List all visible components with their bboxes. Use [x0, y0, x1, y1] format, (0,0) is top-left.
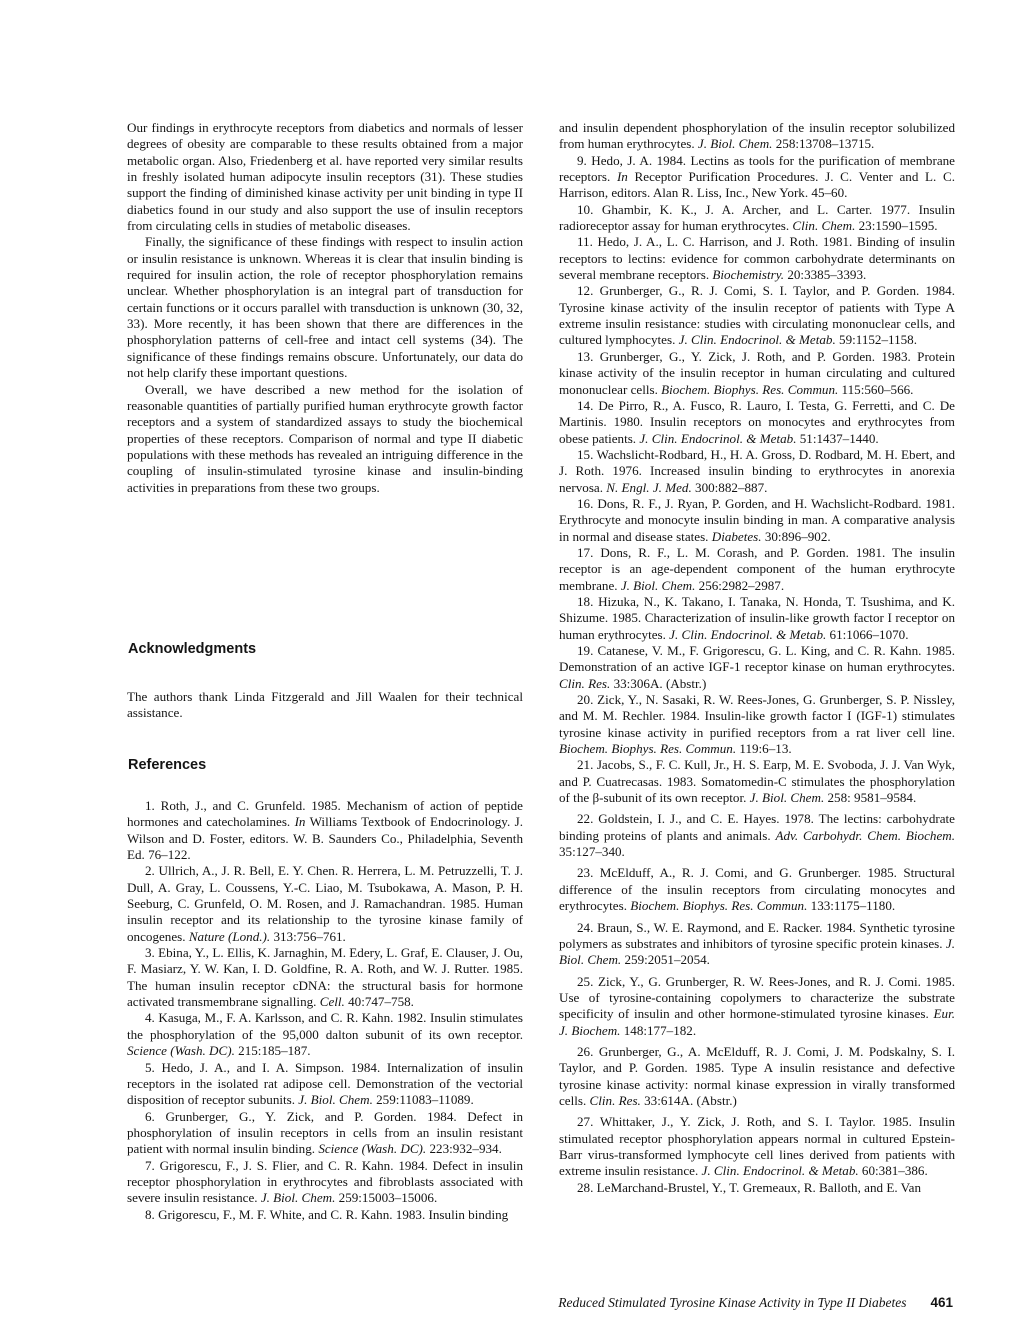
- reference-item: [127, 798, 523, 863]
- reference-text: 19. Catanese, V. M., F. Grigorescu, G. L. King, and C. R. Kahn. 1985. Demonstration of an active IGF-1 receptor kinase on human erythrocytes.: [559, 643, 955, 675]
- body-paragraph: Finally, the significance of these findings with respect to insulin action or insulin resistance is unknown. Whereas it is clear that insulin binding is required for insulin action, the role of receptor phosphorylation remains unclear. Whether phosphorylation is an integral part of transduction for certain functions or it occurs parallel with transduction is unknown (30, 32, 33). More recently, it has been shown that there are differences in the phosphorylation patterns of cell-free and intact cell systems (34). The significance of these findings remains obscure. Unfortunately, our data do not help clarify these important questions.: [127, 234, 523, 381]
- running-title: Reduced Stimulated Tyrosine Kinase Activity in Type II Diabetes: [558, 1295, 907, 1310]
- reference-text: and insulin dependent phosphorylation of the insulin receptor solubilized from human erythrocytes.: [559, 120, 955, 152]
- reference-item: [127, 1109, 523, 1158]
- reference-text: 40:747–758.: [344, 994, 414, 1010]
- reference-text: 223:932–934.: [426, 1141, 502, 1157]
- reference-item: [559, 202, 955, 235]
- references-list-left: [127, 798, 523, 1223]
- reference-text: 21. Jacobs, S., F. C. Kull, Jr., H. S. Earp, M. E. Svoboda, J. J. Van Wyk, and P. Cuatrecasas. 1983. Somatomedin-C stimulates the phosphorylation of the β-subunit of its own receptor.: [559, 757, 955, 806]
- reference-source: Clin. Chem.: [792, 218, 856, 234]
- reference-item: [559, 974, 955, 1039]
- reference-source: J. Clin. Endocrinol. & Metab.: [678, 332, 836, 348]
- acknowledgments-heading: Acknowledgments: [128, 641, 257, 657]
- reference-source: J. Biol. Chem.: [298, 1092, 373, 1108]
- reference-item: [559, 398, 955, 447]
- reference-item: [559, 757, 955, 806]
- reference-text: 12. Grunberger, G., R. J. Comi, S. I. Taylor, and P. Gorden. 1984. Tyrosine kinase activity of the insulin receptor of patients with Type A extreme insulin resistance: studies with circulating mononuclear cells, and cultured lymphocytes.: [559, 283, 955, 348]
- reference-text: Williams Textbook of Endocrinology. J. Wilson and D. Foster, editors. W. B. Saunders Co., Philadelphia, Seventh Ed. 76–122.: [127, 814, 523, 863]
- reference-text: 20:3385–3393.: [784, 267, 867, 283]
- reference-item: [559, 283, 955, 348]
- reference-source: In: [294, 814, 306, 830]
- reference-text: 2. Ullrich, A., J. R. Bell, E. Y. Chen. R. Herrera, L. M. Petruzzelli, T. J. Dull, A. Gray, L. Coussens, Y.-C. Liao, M. Tsubokawa, A. Mason, P. H. Seeburg, C. Grunfeld, O. M. Rosen, and J. Ramachandran. 1985. Human insulin receptor and its relationship to the tyrosine kinase family of oncogenes.: [127, 863, 523, 944]
- reference-text: 59:1152–1158.: [835, 332, 917, 348]
- reference-item: [559, 1044, 955, 1109]
- reference-item: [559, 496, 955, 545]
- references-list-right: [559, 120, 955, 1196]
- reference-text: 148:177–182.: [620, 1022, 697, 1038]
- reference-item: [127, 1207, 523, 1223]
- reference-text: 11. Hedo, J. A., L. C. Harrison, and J. Roth. 1981. Binding of insulin receptors to lectins: evidence for common carbohydrate determinants on several membrane receptors.: [559, 234, 955, 283]
- reference-source: Adv. Carbohydr. Chem. Biochem.: [775, 827, 955, 843]
- reference-text: 22. Goldstein, I. J., and C. E. Hayes. 1978. The lectins: carbohydrate binding proteins of plants and animals.: [559, 811, 955, 843]
- reference-item: [559, 865, 955, 914]
- reference-text: Receptor Purification Procedures. J. C. Venter and L. C. Harrison, editors. Alan R. Liss, Inc., New York. 45–60.: [559, 169, 955, 201]
- reference-text: 8. Grigorescu, F., M. F. White, and C. R. Kahn. 1983. Insulin binding: [145, 1206, 509, 1222]
- page-number: 461: [930, 1295, 953, 1310]
- reference-item: [559, 349, 955, 398]
- reference-item: [127, 863, 523, 945]
- reference-source: J. Biol. Chem.: [697, 136, 773, 152]
- reference-text: 7. Grigorescu, F., J. S. Flier, and C. R. Kahn. 1984. Defect in insulin receptor phosphorylation in erythrocytes and fibroblasts associated with severe insulin resistance.: [127, 1157, 523, 1206]
- reference-text: 27. Whittaker, J., Y. Zick, J. Roth, and S. I. Taylor. 1985. Insulin stimulated receptor phosphorylation appears normal in cultured Epstein-Barr virus-transformed lymphocyte cell lines derived from patients with extreme insulin resistance.: [559, 1114, 955, 1179]
- reference-text: 16. Dons, R. F., J. Ryan, P. Gorden, and H. Wachslicht-Rodbard. 1981. Erythrocyte and monocyte insulin binding in man. A comparative analysis in normal and disease states.: [559, 495, 955, 544]
- reference-source: Science (Wash. DC).: [318, 1141, 427, 1157]
- reference-text: 23:1590–1595.: [855, 218, 938, 234]
- reference-item: [559, 447, 955, 496]
- reference-text: 256:2982–2987.: [695, 577, 785, 593]
- reference-text: 51:1437–1440.: [796, 430, 879, 446]
- reference-text: 1. Roth, J., and C. Grunfeld. 1985. Mechanism of action of peptide hormones and catecholamines.: [127, 798, 523, 830]
- reference-text: 18. Hizuka, N., K. Takano, I. Tanaka, N. Honda, T. Tsushima, and K. Shizume. 1985. Characterization of insulin-like growth factor I receptor on human erythrocytes.: [559, 593, 955, 642]
- reference-item: [559, 120, 955, 153]
- acknowledgments-text: The authors thank Linda Fitzgerald and Jill Waalen for their technical assistance.: [127, 689, 523, 721]
- body-paragraph: Our findings in erythrocyte receptors from diabetics and normals of lesser degrees of obesity are comparable to these results obtained from a major metabolic organ. Also, Friedenberg et al. have reported very similar results in freshly isolated human adipocyte insulin receptors (31). These studies support the finding of diminished kinase activity per unit binding in type II diabetics found in our study and also support the use of insulin receptors from circulating cells in studies of metabolic diseases.: [127, 120, 523, 234]
- reference-text: 20. Zick, Y., N. Sasaki, R. W. Rees-Jones, G. Grunberger, S. P. Nissley, and M. M. Rechler. 1984. Insulin-like growth factor I (IGF-1) stimulates tyrosine kinase activity in purified receptors from a rat liver cell line.: [559, 692, 955, 740]
- reference-text: 60:381–386.: [858, 1163, 928, 1179]
- reference-text: 259:2051–2054.: [621, 952, 710, 968]
- reference-item: [127, 1060, 523, 1109]
- reference-text: 23. McElduff, A., R. J. Comi, and G. Grunberger. 1985. Structural difference of the insulin receptors from circulating monocytes and erythrocytes.: [559, 865, 955, 914]
- reference-text: 25. Zick, Y., G. Grunberger, R. W. Rees-Jones, and R. J. Comi. 1985. Use of tyrosine-containing copolymers to characterize the substrate specificity of insulin and other hormone-stimulated tyrosine kinases.: [559, 973, 955, 1022]
- reference-source: Biochem. Biophys. Res. Commun.: [559, 741, 737, 757]
- reference-text: 61:1066–1070.: [826, 626, 909, 642]
- references-heading: References: [128, 757, 207, 773]
- reference-text: 313:756–761.: [270, 928, 346, 944]
- reference-source: J. Clin. Endocrinol. & Metab.: [701, 1163, 859, 1179]
- reference-text: 259:15003–15006.: [335, 1190, 438, 1206]
- reference-item: [559, 594, 955, 643]
- reference-text: 300:882–887.: [691, 479, 768, 495]
- reference-source: Diabetes.: [711, 528, 762, 544]
- reference-source: Science (Wash. DC).: [127, 1043, 235, 1059]
- reference-source: J. Biol. Chem.: [559, 935, 955, 968]
- reference-text: 26. Grunberger, G., A. McElduff, R. J. Comi, J. M. Podskalny, S. I. Taylor, and P. Gorden. 1985. Type A insulin resistance and defective tyrosine kinase activity: normal kinase expression in virally transformed cells.: [559, 1043, 955, 1108]
- reference-item: [559, 1114, 955, 1179]
- reference-text: 133:1175–1180.: [807, 898, 896, 914]
- reference-item: [559, 545, 955, 594]
- reference-text: 17. Dons, R. F., L. M. Corash, and P. Gorden. 1981. The insulin receptor is an age-dependent component of the human erythrocyte membrane.: [559, 544, 955, 593]
- reference-source: J. Biol. Chem.: [260, 1190, 336, 1206]
- reference-source: J. Biol. Chem.: [749, 790, 825, 806]
- reference-item: [127, 1010, 523, 1059]
- reference-text: 9. Hedo, J. A. 1984. Lectins as tools for the purification of membrane receptors.: [559, 152, 955, 185]
- body-text-column: [127, 120, 523, 496]
- reference-source: J. Clin. Endocrinol. & Metab.: [669, 626, 827, 642]
- reference-item: [559, 643, 955, 692]
- reference-text: 15. Wachslicht-Rodbard, H., H. A. Gross, D. Rodbard, M. H. Ebert, and J. Roth. 1976. Increased insulin binding to erythrocytes in anorexia nervosa.: [559, 446, 955, 495]
- reference-text: 13. Grunberger, G., Y. Zick, J. Roth, and P. Gorden. 1983. Protein kinase activity of the insulin receptor in human circulating and cultured mononuclear cells.: [559, 348, 955, 397]
- reference-item: [127, 945, 523, 1010]
- reference-text: 10. Ghambir, K. K., J. A. Archer, and L. Carter. 1977. Insulin radioreceptor assay for human erythrocytes.: [559, 201, 955, 234]
- reference-item: [559, 692, 955, 757]
- reference-item: [559, 1180, 955, 1196]
- reference-text: 30:896–902.: [761, 528, 831, 544]
- body-paragraph: Overall, we have described a new method for the isolation of reasonable quantities of partially purified human erythrocyte growth factor receptors and a system of standardized assays to study the biochemical properties of these receptors. Comparison of normal and type II diabetic populations with these methods has revealed an intriguing difference in the coupling of insulin-stimulated tyrosine kinase and insulin-binding activities in preparations from these two groups.: [127, 381, 523, 495]
- reference-text: 33:306A. (Abstr.): [610, 675, 707, 691]
- reference-source: Biochem. Biophys. Res. Commun.: [630, 898, 808, 914]
- reference-text: 258: 9581–9584.: [824, 790, 917, 806]
- reference-text: 115:560–566.: [838, 381, 914, 397]
- reference-source: Eur. J. Biochem.: [559, 1006, 955, 1038]
- reference-source: N. Engl. J. Med.: [606, 479, 692, 495]
- reference-text: 35:127–340.: [559, 844, 625, 860]
- reference-text: 28. LeMarchand-Brustel, Y., T. Gremeaux, R. Balloth, and E. Van: [577, 1179, 922, 1195]
- reference-item: [559, 811, 955, 860]
- reference-text: 215:185–187.: [234, 1043, 311, 1059]
- reference-source: Clin. Res.: [559, 675, 611, 691]
- reference-source: J. Clin. Endocrinol. & Metab.: [639, 430, 797, 446]
- reference-source: Nature (Lond.).: [188, 928, 271, 944]
- reference-source: Biochemistry.: [712, 267, 785, 283]
- reference-source: J. Biol. Chem.: [620, 577, 696, 593]
- reference-text: 258:13708–13715.: [772, 136, 875, 152]
- reference-text: 119:6–13.: [736, 741, 792, 757]
- reference-item: [127, 1158, 523, 1207]
- reference-item: [559, 234, 955, 283]
- reference-text: 5. Hedo, J. A., and I. A. Simpson. 1984. Internalization of insulin receptors in the isolated rat adipose cell. Demonstration of the vectorial disposition of receptor subunits.: [127, 1059, 523, 1108]
- reference-text: 4. Kasuga, M., F. A. Karlsson, and C. R. Kahn. 1982. Insulin stimulates the phosphorylation of the 95,000 dalton subunit of its own receptor.: [127, 1010, 523, 1042]
- page-footer: [558, 1295, 953, 1311]
- reference-text: 24. Braun, S., W. E. Raymond, and E. Racker. 1984. Synthetic tyrosine polymers as substrates and inhibitors of tyrosine specific protein kinases.: [559, 919, 955, 951]
- reference-item: [559, 153, 955, 202]
- reference-text: 33:614A. (Abstr.): [640, 1092, 737, 1108]
- reference-text: 14. De Pirro, R., A. Fusco, R. Lauro, I. Testa, G. Ferretti, and C. De Martinis. 1980. Insulin receptors on monocytes and erythrocytes from obese patients.: [559, 397, 955, 446]
- reference-text: 3. Ebina, Y., L. Ellis, K. Jarnaghin, M. Edery, L. Graf, E. Clauser, J. Ou, F. Masiarz, Y. W. Kan, I. D. Goldfine, R. A. Roth, and W. J. Rutter. 1985. The human insulin receptor cDNA: the structural basis for hormone activated transmembrane signalling.: [127, 945, 523, 1010]
- reference-text: 6. Grunberger, G., Y. Zick, and P. Gorden. 1984. Defect in phosphorylation of insulin receptors in cells from an insulin resistant patient with normal insulin binding.: [127, 1108, 523, 1157]
- reference-item: [559, 920, 955, 969]
- reference-source: Biochem. Biophys. Res. Commun.: [661, 381, 839, 397]
- reference-source: Clin. Res.: [589, 1092, 641, 1108]
- reference-source: Cell.: [319, 994, 345, 1010]
- reference-source: In: [616, 169, 628, 185]
- reference-text: 259:11083–11089.: [372, 1092, 474, 1108]
